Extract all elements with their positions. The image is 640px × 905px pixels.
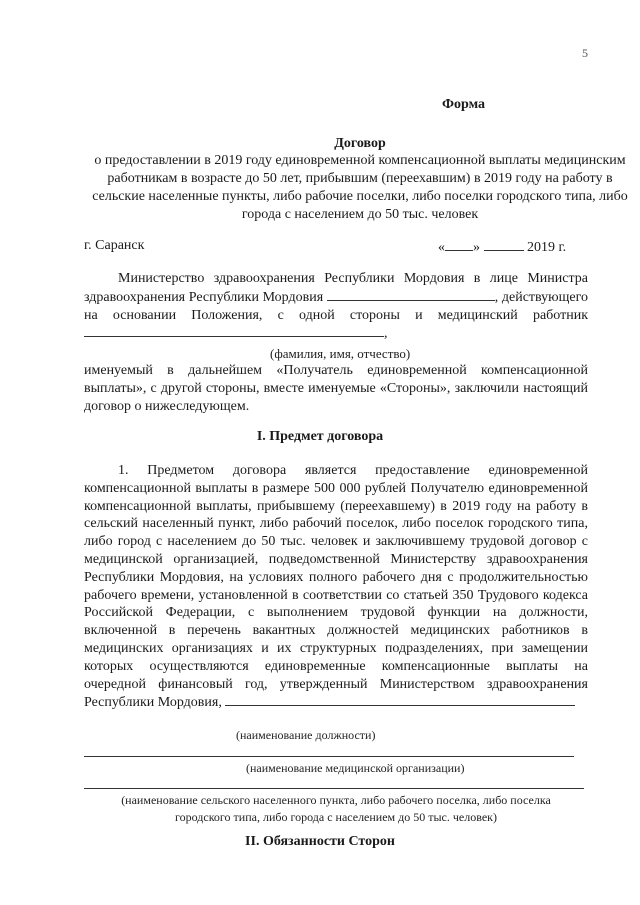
locality-blank-line bbox=[84, 788, 584, 789]
intro-paragraph-1: Министерство здравоохранения Республики Мордовия в лице Министра здравоохранения Республики Мордовия , действующего на основании Положения, с одной стороны и медицинский работник , bbox=[84, 271, 589, 342]
section-1-title: I. Предмет договора bbox=[256, 429, 384, 444]
intro-p1a: Министерство здравоохранения Республики Мордовия в лице Министра здравоохранения Республики Мордовия bbox=[84, 271, 588, 305]
position-blank bbox=[225, 693, 575, 706]
date-field bbox=[438, 238, 566, 256]
intro-p1b: действующего на основании Положения, с одной стороны и медицинский работник bbox=[84, 289, 589, 323]
intro-paragraph-2: именуемый в дальнейшем «Получатель единовременной компенсационной выплаты», с другой стороны, вместе именуемые «Стороны», заключили настоящий договор о нижеследующем. bbox=[84, 363, 588, 414]
date-open-quote: « bbox=[438, 240, 445, 255]
org-caption: (наименование медицинской организации) bbox=[246, 761, 465, 775]
page-number: 5 bbox=[582, 46, 588, 60]
worker-name-blank bbox=[84, 324, 384, 337]
date-day-blank bbox=[445, 238, 473, 251]
form-label: Форма bbox=[442, 97, 486, 112]
position-caption: (наименование должности) bbox=[236, 728, 376, 742]
city: г. Саранск bbox=[84, 238, 145, 253]
fio-caption: (фамилия, имя, отчество) bbox=[270, 346, 411, 361]
minister-name-blank bbox=[327, 288, 495, 301]
section-1-text: 1. Предметом договора является предоставление единовременной компенсационной выплаты в размере 500 000 рублей Получателю единовременной компенсационной выплаты, прибывшему (переехавшему) в 2019 году на работу в сельский населенный пункт, либо рабочий поселок, либо поселок городского типа, либо город с населением до 50 тыс. человек и заключившему трудовой договор с медицинской организацией, подведомственной Министерству здравоохранения Республики Мордовия, на условиях полного рабочего дня с продолжительностью рабочего времени, установленной в соответствии со статьей 350 Трудового кодекса Российской Федерации, с выполнением трудовой функции на должности, включенной в перечень вакантных должностей медицинских работников в медицинских организациях и их структурных подразделениях, при замещении которых осуществляются единовременные компенсационные выплаты на очередной финансовый год, утвержденный Министерством здравоохранения Республики Мордовия, bbox=[84, 463, 588, 711]
locality-caption: (наименование сельского населенного пункта, либо рабочего поселка, либо поселка городского типа, либо города с населением до 50 тыс. человек) bbox=[121, 793, 551, 824]
document-subtitle: о предоставлении в 2019 году единовременной компенсационной выплаты медицинским работникам в возрасте до 50 лет, прибывшим (переехавшим) в 2019 году на работу в сельские населенные пункты, либо рабочие поселки, либо поселки городского типа, либо города с населением до 50 тыс. человек bbox=[92, 153, 628, 222]
date-year: 2019 г. bbox=[527, 240, 567, 255]
date-close-quote: » bbox=[473, 240, 480, 255]
document-title: Договор bbox=[334, 136, 386, 151]
date-month-blank bbox=[484, 238, 524, 251]
org-blank-line bbox=[84, 756, 574, 757]
section-2-title: II. Обязанности Сторон bbox=[245, 834, 395, 849]
section-1-paragraph-1 bbox=[84, 462, 588, 712]
